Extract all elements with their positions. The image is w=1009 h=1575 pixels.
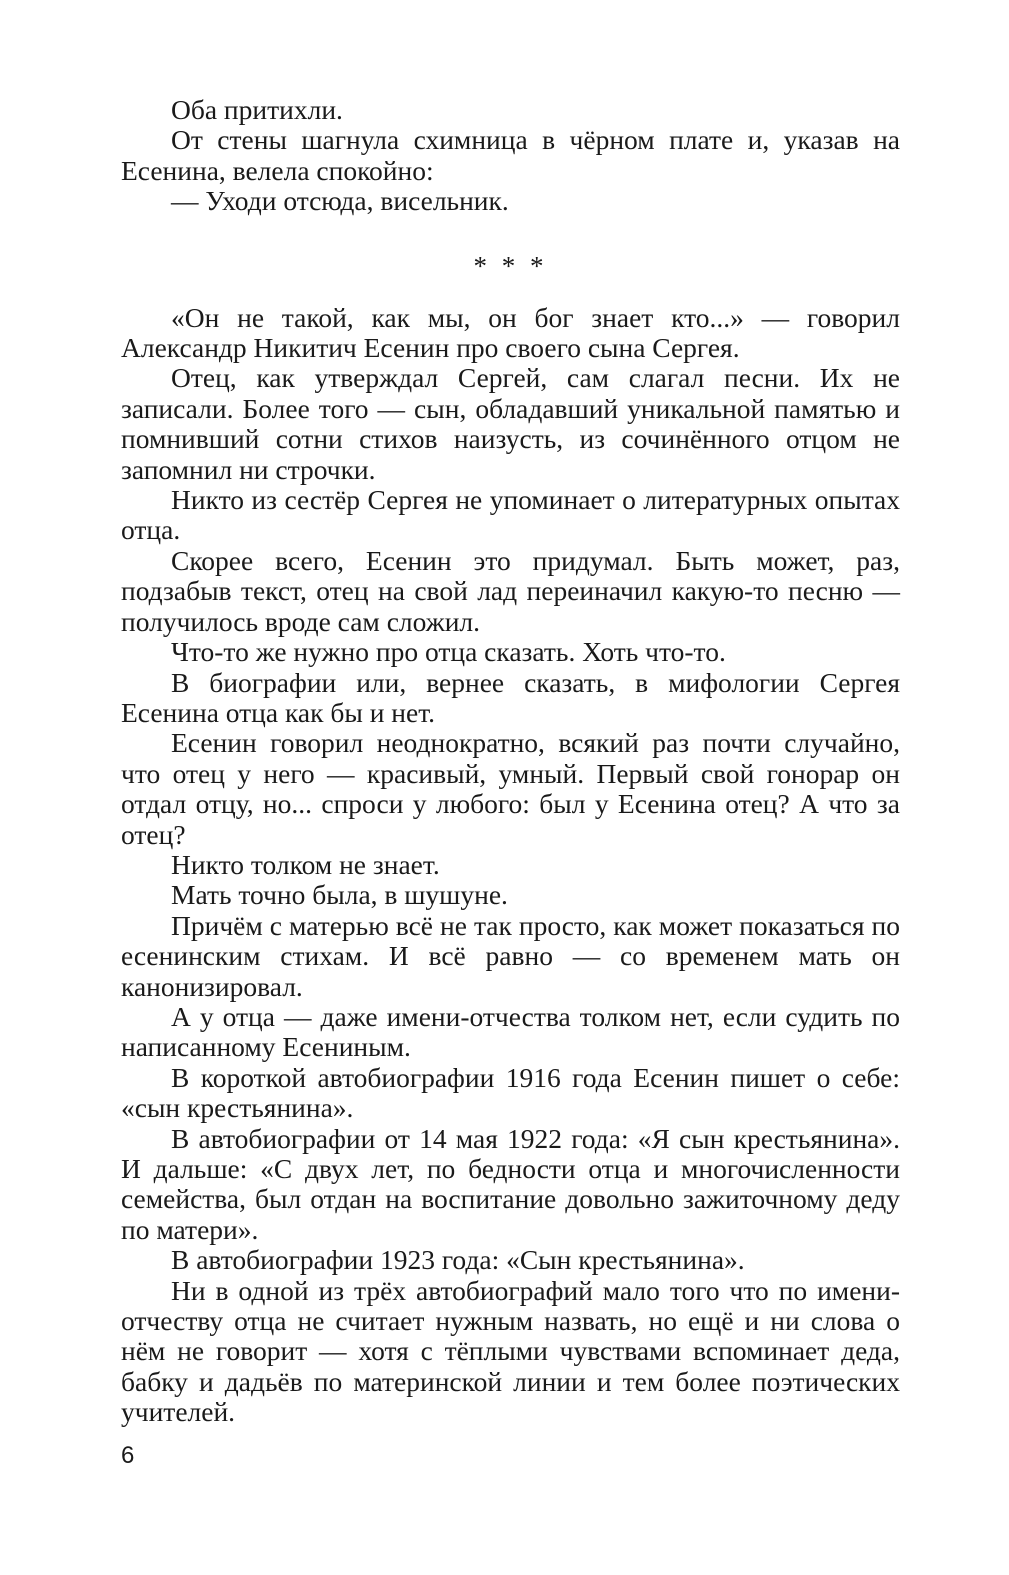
paragraph: Есенин говорил неоднократно, всякий раз почти случайно, что отец у него — красивый, умный. Первый свой гонорар он отдал отцу, но... спроси у любого: был у Есенина отец? А что за отец? <box>121 727 900 850</box>
page-number: 6 <box>121 1442 135 1469</box>
paragraph: В короткой автобиографии 1916 года Есенин пишет о себе: «сын крестьянина». <box>121 1061 900 1124</box>
paragraph: В биографии или, вернее сказать, в мифологии Сергея Есенина отца как бы и нет. <box>121 666 900 728</box>
paragraph: Ни в одной из трёх автобиографий мало того что по имени-отчеству отца не считает нужным назвать, но ещё и ни слова о нём не говорит — хотя с тёплыми чувствами вспоминает деда, бабку и дадьёв по материнской линии и тем более поэтических учителей. <box>121 1274 900 1428</box>
paragraph: От стены шагнула схимница в чёрном плате и, указав на Есенина, велела спокойно: <box>121 124 900 186</box>
page-text <box>121 95 900 1428</box>
paragraph: Оба притихли. <box>171 94 343 125</box>
paragraph: В автобиографии 1923 года: «Сын крестьянина». <box>171 1244 745 1276</box>
paragraph: Никто из сестёр Сергея не упоминает о литературных опытах отца. <box>121 484 900 546</box>
paragraph: «Он не такой, как мы, он бог знает кто...» — говорил Александр Никитич Есенин про своего сына Сергея. <box>121 301 900 364</box>
paragraph: Причём с матерью всё не так просто, как может показаться по есенинским стихам. И всё равно — со временем мать он канонизировал. <box>121 909 900 1002</box>
paragraph: — Уходи отсюда, висельник. <box>171 185 509 217</box>
paragraph: В автобиографии от 14 мая 1922 года: «Я сын крестьянина». И дальше: «С двух лет, по бедности отца и многочисленности семейства, был отдан на воспитание довольно зажиточному деду по матери». <box>121 1122 900 1245</box>
section-separator: * * * <box>473 250 548 281</box>
paragraph: А у отца — даже имени-отчества толком нет, если судить по написанному Есениным. <box>121 1000 900 1063</box>
paragraph: Что-то же нужно про отца сказать. Хоть что-то. <box>171 636 726 668</box>
paragraph: Никто толком не знает. <box>171 848 440 880</box>
paragraph: Отец, как утверждал Сергей, сам слагал песни. Их не записали. Более того — сын, обладавший уникальной памятью и помнивший сотни стихов наизусть, из сочинённого отцом не запомнил ни строчки. <box>121 362 900 485</box>
paragraph: Мать точно была, в шушуне. <box>171 879 508 911</box>
paragraph: Скорее всего, Есенин это придумал. Быть может, раз, подзабыв текст, отец на свой лад переиначил какую-то песню — получилось вроде сам сложил. <box>121 544 900 637</box>
